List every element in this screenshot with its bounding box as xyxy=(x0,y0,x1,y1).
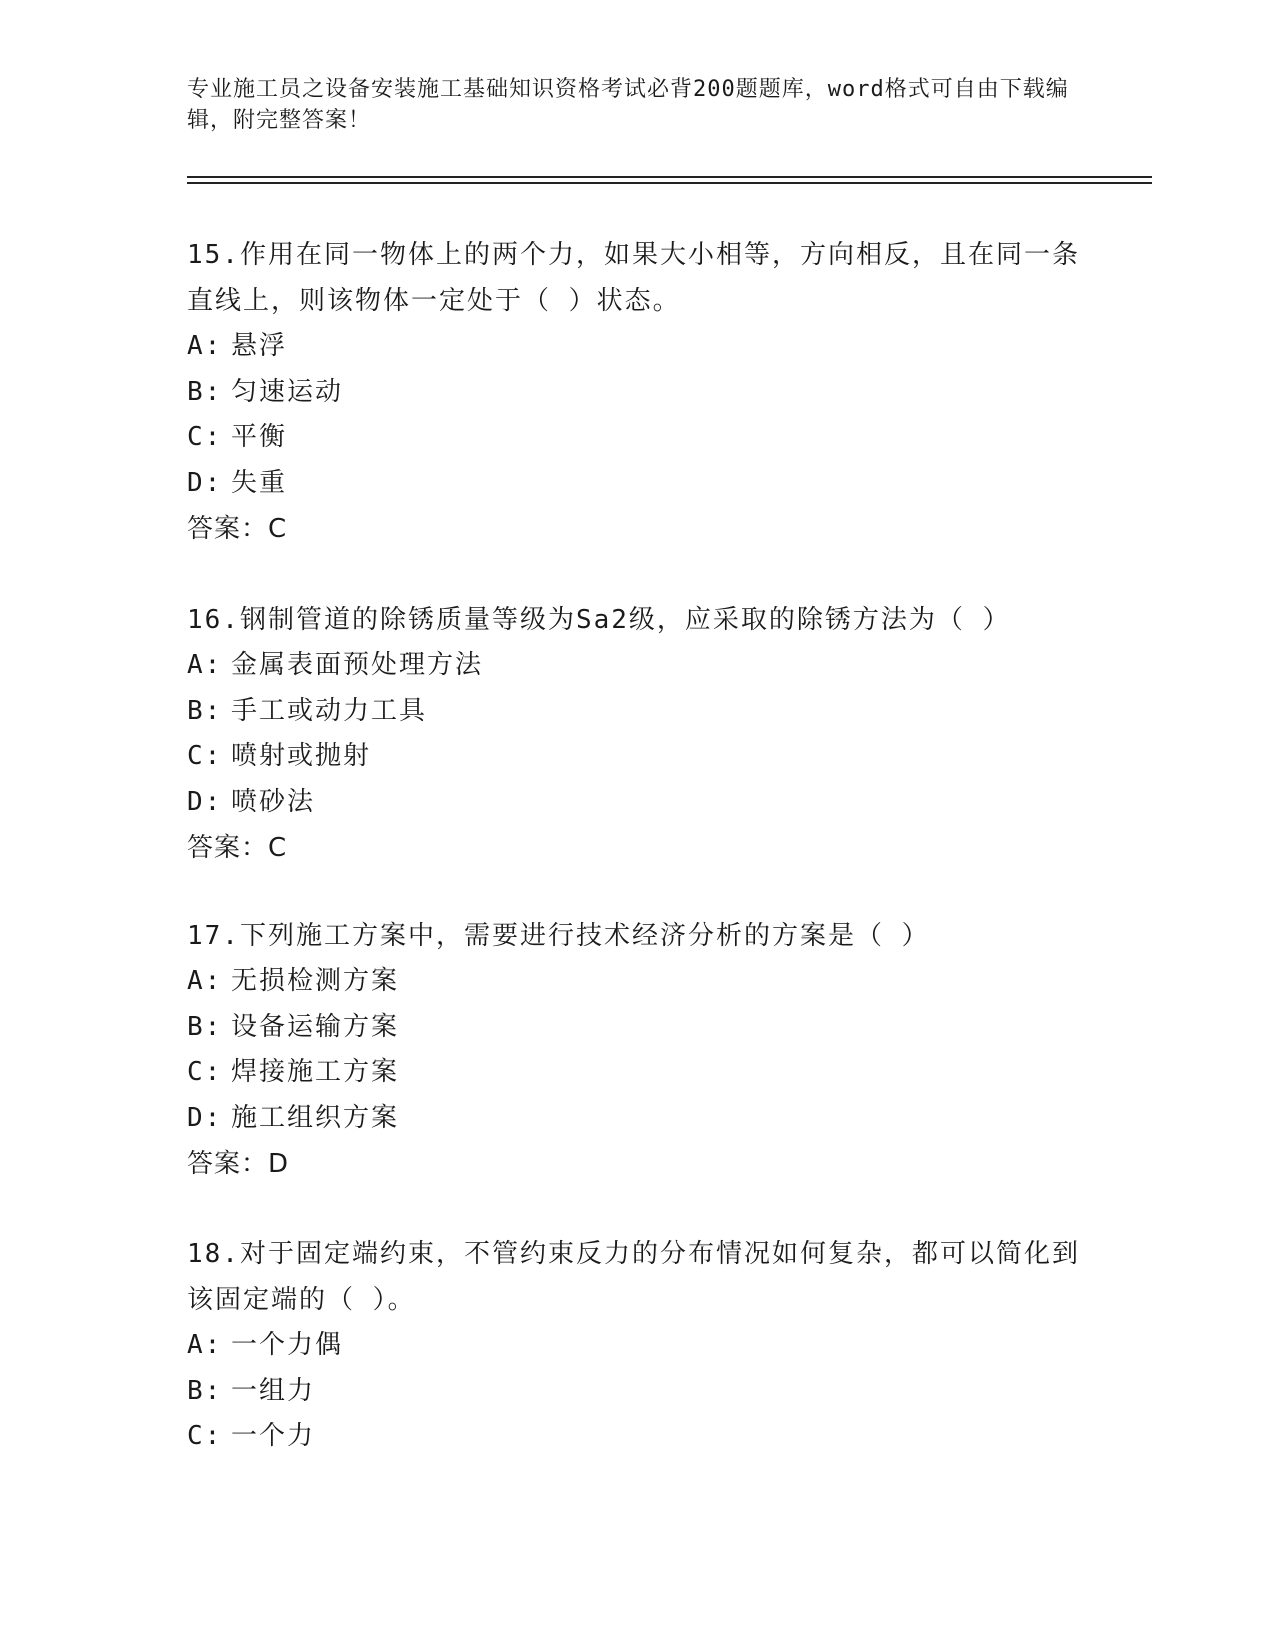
option-text: 手工或动力工具 xyxy=(231,695,428,726)
option-label: A: xyxy=(187,1330,223,1360)
option-a xyxy=(187,324,1087,370)
header-divider-top xyxy=(187,176,1152,178)
option-text: 一个力 xyxy=(231,1421,316,1451)
option-b xyxy=(187,1369,1087,1415)
answer: 答案：C xyxy=(187,514,288,544)
option-label: B: xyxy=(187,1375,223,1406)
option-a xyxy=(187,1323,1087,1369)
option-b xyxy=(187,689,1087,735)
option-text: 无损检测方案 xyxy=(231,966,400,996)
question-text: 16.钢制管道的除锈质量等级为Sa2级，应采取的除锈方法为（ ） xyxy=(187,605,1011,635)
option-label: D: xyxy=(187,1102,223,1133)
option-text: 金属表面预处理方法 xyxy=(231,650,484,680)
option-c xyxy=(187,1414,1087,1460)
header-divider-bottom xyxy=(187,182,1152,184)
question-text: 17.下列施工方案中，需要进行技术经济分析的方案是（ ） xyxy=(187,921,930,951)
option-d xyxy=(187,461,1087,507)
option-label: A: xyxy=(187,966,223,996)
option-c xyxy=(187,1050,1087,1096)
option-text: 失重 xyxy=(231,467,288,498)
question-text: 18.对于固定端约束，不管约束反力的分布情况如何复杂，都可以简化到该固定端的（ ）。 xyxy=(187,1239,1080,1315)
option-label: C: xyxy=(187,1057,223,1087)
question-15 xyxy=(187,232,1087,552)
document-header: 专业施工员之设备安装施工基础知识资格考试必背200题题库，word格式可自由下载编辑，附完整答案！ xyxy=(187,77,1069,133)
option-text: 悬浮 xyxy=(231,331,288,361)
option-d xyxy=(187,780,1087,826)
option-label: C: xyxy=(187,741,223,771)
option-text: 一个力偶 xyxy=(231,1330,344,1360)
option-text: 焊接施工方案 xyxy=(231,1057,400,1087)
option-text: 匀速运动 xyxy=(231,376,344,407)
option-text: 喷砂法 xyxy=(231,786,316,817)
option-c xyxy=(187,734,1087,780)
option-label: C: xyxy=(187,422,223,452)
option-b xyxy=(187,370,1087,416)
option-c xyxy=(187,415,1087,461)
option-label: B: xyxy=(187,695,223,726)
answer: 答案：D xyxy=(187,1149,290,1179)
option-text: 设备运输方案 xyxy=(231,1011,400,1042)
question-text: 15.作用在同一物体上的两个力，如果大小相等，方向相反，且在同一条直线上，则该物体一定处于（ ）状态。 xyxy=(187,240,1080,316)
option-label: B: xyxy=(187,1011,223,1042)
option-d xyxy=(187,1096,1087,1142)
option-label: A: xyxy=(187,331,223,361)
question-18 xyxy=(187,1231,1087,1460)
option-label: B: xyxy=(187,376,223,407)
option-text: 平衡 xyxy=(231,422,288,452)
option-a xyxy=(187,959,1087,1005)
option-label: D: xyxy=(187,786,223,817)
answer: 答案：C xyxy=(187,833,288,863)
question-17 xyxy=(187,913,1087,1187)
option-text: 一组力 xyxy=(231,1375,316,1406)
option-text: 喷射或抛射 xyxy=(231,741,372,771)
option-a xyxy=(187,643,1087,689)
option-b xyxy=(187,1005,1087,1051)
option-label: A: xyxy=(187,650,223,680)
option-label: C: xyxy=(187,1421,223,1451)
option-text: 施工组织方案 xyxy=(231,1102,400,1133)
question-16 xyxy=(187,597,1087,871)
option-label: D: xyxy=(187,467,223,498)
